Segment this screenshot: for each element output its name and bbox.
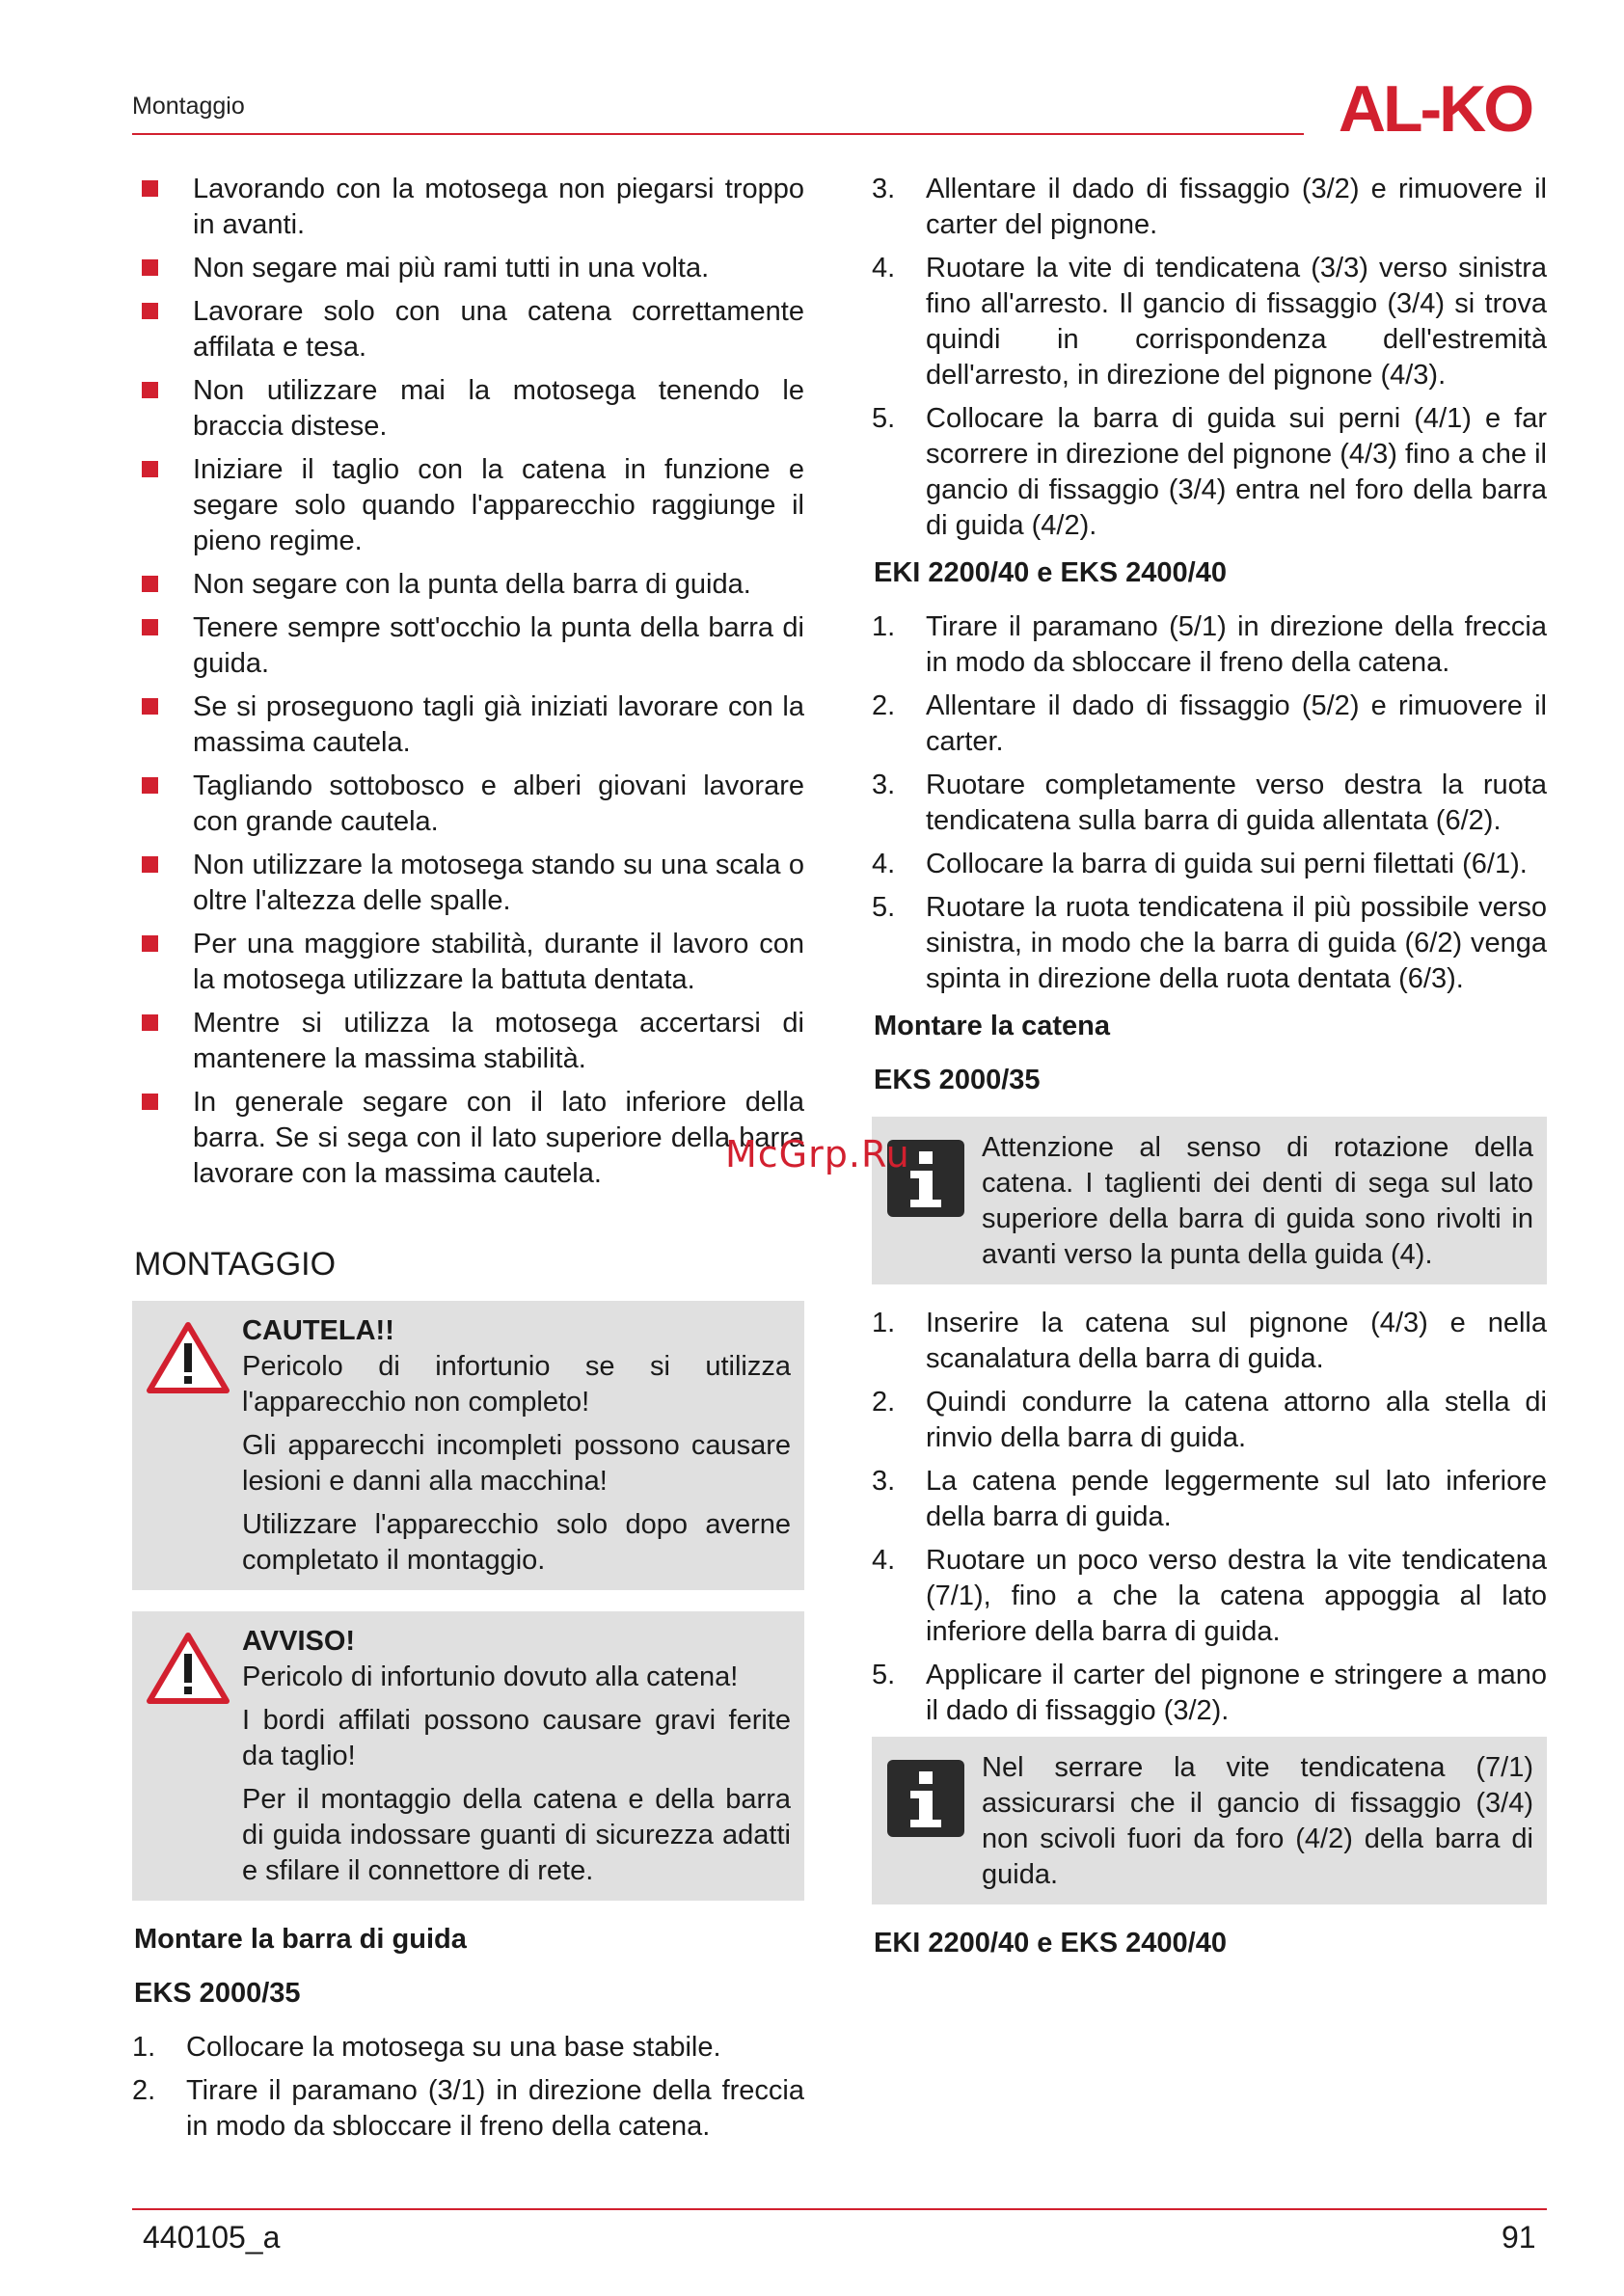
list-item: 4. Ruotare un poco verso destra la vite tendicatena (7/1), fino a che la catena appoggia al lato inferiore della barra di guida. [872, 1545, 1547, 1647]
info-box-tension [872, 1737, 1547, 1904]
list-item: Non segare mai più rami tutti in una volta. [132, 251, 804, 286]
footer-doc-code: 440105_a [143, 2220, 281, 2255]
list-item: Non segare con la punta della barra di guida. [132, 567, 804, 603]
list-item: 5. Ruotare la ruota tendicatena il più possibile verso sinistra, in modo che la barra di guida (6/2) venga spinta in direzione della ruota dentata (6/3). [872, 892, 1547, 994]
header-section-label: Montaggio [132, 93, 245, 120]
bullet-square-icon [142, 1094, 158, 1110]
list-item: Se si proseguono tagli già iniziati lavorare con la massima cautela. [132, 689, 804, 761]
guide-bar-title: Montare la barra di guida [134, 1924, 467, 1955]
notice-text: Pericolo di infortunio dovuto alla catena! [242, 1661, 739, 1692]
list-item: Non utilizzare mai la motosega tenendo le braccia distese. [132, 373, 804, 445]
list-item: Mentre si utilizza la motosega accertarsi di mantenere la massima stabilità. [132, 1006, 804, 1077]
guide-bar-eki-title: EKI 2200/40 e EKS 2400/40 [874, 557, 1227, 588]
list-item: 3. La catena pende leggermente sul lato inferiore della barra di guida. [872, 1466, 1547, 1532]
warning-triangle-icon [146, 1631, 230, 1706]
chain-eki-title: EKI 2200/40 e EKS 2400/40 [874, 1928, 1227, 1958]
bullet-square-icon [142, 461, 158, 477]
caution-text: Utilizzare l'apparecchio solo dopo averne completato il montaggio. [242, 1509, 791, 1576]
header-rule [132, 133, 1304, 135]
svg-text:AL-KO: AL-KO [1338, 75, 1532, 141]
notice-text: Per il montaggio della catena e della barra di guida indossare guanti di sicurezza adatti e sfilare il connettore di rete. [242, 1784, 791, 1886]
warning-triangle-icon [146, 1320, 230, 1395]
bullet-square-icon [142, 777, 158, 794]
list-item: 2. Allentare il dado di fissaggio (5/2) e rimuovere il carter. [872, 690, 1547, 757]
list-item: 3. Allentare il dado di fissaggio (3/2) e rimuovere il carter del pignone. [872, 174, 1547, 240]
bullet-square-icon [142, 935, 158, 952]
info-text: Attenzione al senso di rotazione della catena. I taglienti dei denti di sega sul lato superiore della barra di guida sono rivolti in avanti verso la punta della guida (4). [982, 1132, 1533, 1270]
chain-eks-title: EKS 2000/35 [874, 1065, 1041, 1095]
list-item: 5. Applicare il carter del pignone e stringere a mano il dado di fissaggio (3/2). [872, 1660, 1547, 1726]
list-item: Iniziare il taglio con la catena in funzione e segare solo quando l'apparecchio raggiunge il pieno regime. [132, 452, 804, 559]
bullet-square-icon [142, 382, 158, 398]
info-box-rotation [872, 1117, 1547, 1284]
list-item: Tagliando sottobosco e alberi giovani lavorare con grande cautela. [132, 769, 804, 840]
safety-bullet-list [132, 172, 804, 1192]
info-text: Nel serrare la vite tendicatena (7/1) assicurarsi che il gancio di fissaggio (3/4) non scivoli fuori da foro (4/2) della barra di guida. [982, 1752, 1533, 1890]
bullet-square-icon [142, 856, 158, 873]
page-number: 91 [1502, 2220, 1536, 2255]
bullet-square-icon [142, 303, 158, 319]
bullet-square-icon [142, 1014, 158, 1031]
notice-box [132, 1611, 804, 1901]
guide-bar-eks-steps-left [132, 2030, 804, 2145]
bullet-square-icon [142, 698, 158, 715]
list-item: 2. Quindi condurre la catena attorno alla stella di rinvio della barra di guida. [872, 1387, 1547, 1453]
bullet-square-icon [142, 259, 158, 276]
list-item: 1. Collocare la motosega su una base stabile. [132, 2032, 721, 2063]
info-icon [887, 1760, 964, 1837]
caution-text: Gli apparecchi incompleti possono causare lesioni e danni alla macchina! [242, 1430, 791, 1497]
guide-bar-eks-steps-right [872, 172, 1547, 544]
list-item: Lavorare solo con una catena correttamente affilata e tesa. [132, 294, 804, 365]
footer-rule [132, 2208, 1547, 2210]
caution-box [132, 1301, 804, 1590]
list-item: 4. Ruotare la vite di tendicatena (3/3) verso sinistra fino all'arresto. Il gancio di fissaggio (3/4) si trova quindi in corrispondenza dell'estremità dell'arresto, in direzione del pignone (4/3). [872, 253, 1547, 391]
watermark: McGrp.Ru [725, 1133, 910, 1175]
al-ko-logo [1323, 75, 1547, 141]
guide-bar-eki-steps [872, 609, 1547, 997]
list-item: 1. Tirare il paramano (5/1) in direzione della freccia in modo da sbloccare il freno della catena. [872, 611, 1547, 678]
list-item: 5. Collocare la barra di guida sui perni (4/1) e far scorrere in direzione del pignone (4/3) fino a che il gancio di fissaggio (3/4) entra nel foro della barra di guida (4/2). [872, 403, 1547, 541]
bullet-square-icon [142, 576, 158, 592]
bullet-square-icon [142, 619, 158, 635]
bullet-square-icon [142, 180, 158, 197]
list-item: Tenere sempre sott'occhio la punta della barra di guida. [132, 610, 804, 682]
notice-title: AVVISO! [242, 1626, 356, 1657]
chain-title: Montare la catena [874, 1011, 1110, 1041]
guide-bar-eks-title: EKS 2000/35 [134, 1978, 301, 2009]
left-column [132, 172, 804, 2152]
list-item: 3. Ruotare completamente verso destra la ruota tendicatena sulla barra di guida allentata (6/2). [872, 770, 1547, 836]
list-item: 2. Tirare il paramano (3/1) in direzione della freccia in modo da sbloccare il freno della catena. [132, 2075, 804, 2142]
list-item: 1. Inserire la catena sul pignone (4/3) e nella scanalatura della barra di guida. [872, 1308, 1547, 1374]
list-item: Per una maggiore stabilità, durante il lavoro con la motosega utilizzare la battuta dentata. [132, 927, 804, 998]
list-item: Non utilizzare la motosega stando su una scala o oltre l'altezza delle spalle. [132, 848, 804, 919]
caution-title: CAUTELA!! [242, 1315, 394, 1346]
list-item: 4. Collocare la barra di guida sui perni filettati (6/1). [872, 849, 1528, 879]
list-item: In generale segare con il lato inferiore della barra. Se si sega con il lato superiore della barra lavorare con la massima cautela. [132, 1085, 804, 1192]
list-item: Lavorando con la motosega non piegarsi troppo in avanti. [132, 172, 804, 243]
caution-text: Pericolo di infortunio se si utilizza l'apparecchio non completo! [242, 1351, 791, 1418]
notice-text: I bordi affilati possono causare gravi ferite da taglio! [242, 1705, 791, 1771]
section-title-montaggio: MONTAGGIO [134, 1246, 337, 1283]
chain-steps [872, 1306, 1547, 1729]
right-column [872, 172, 1547, 1980]
